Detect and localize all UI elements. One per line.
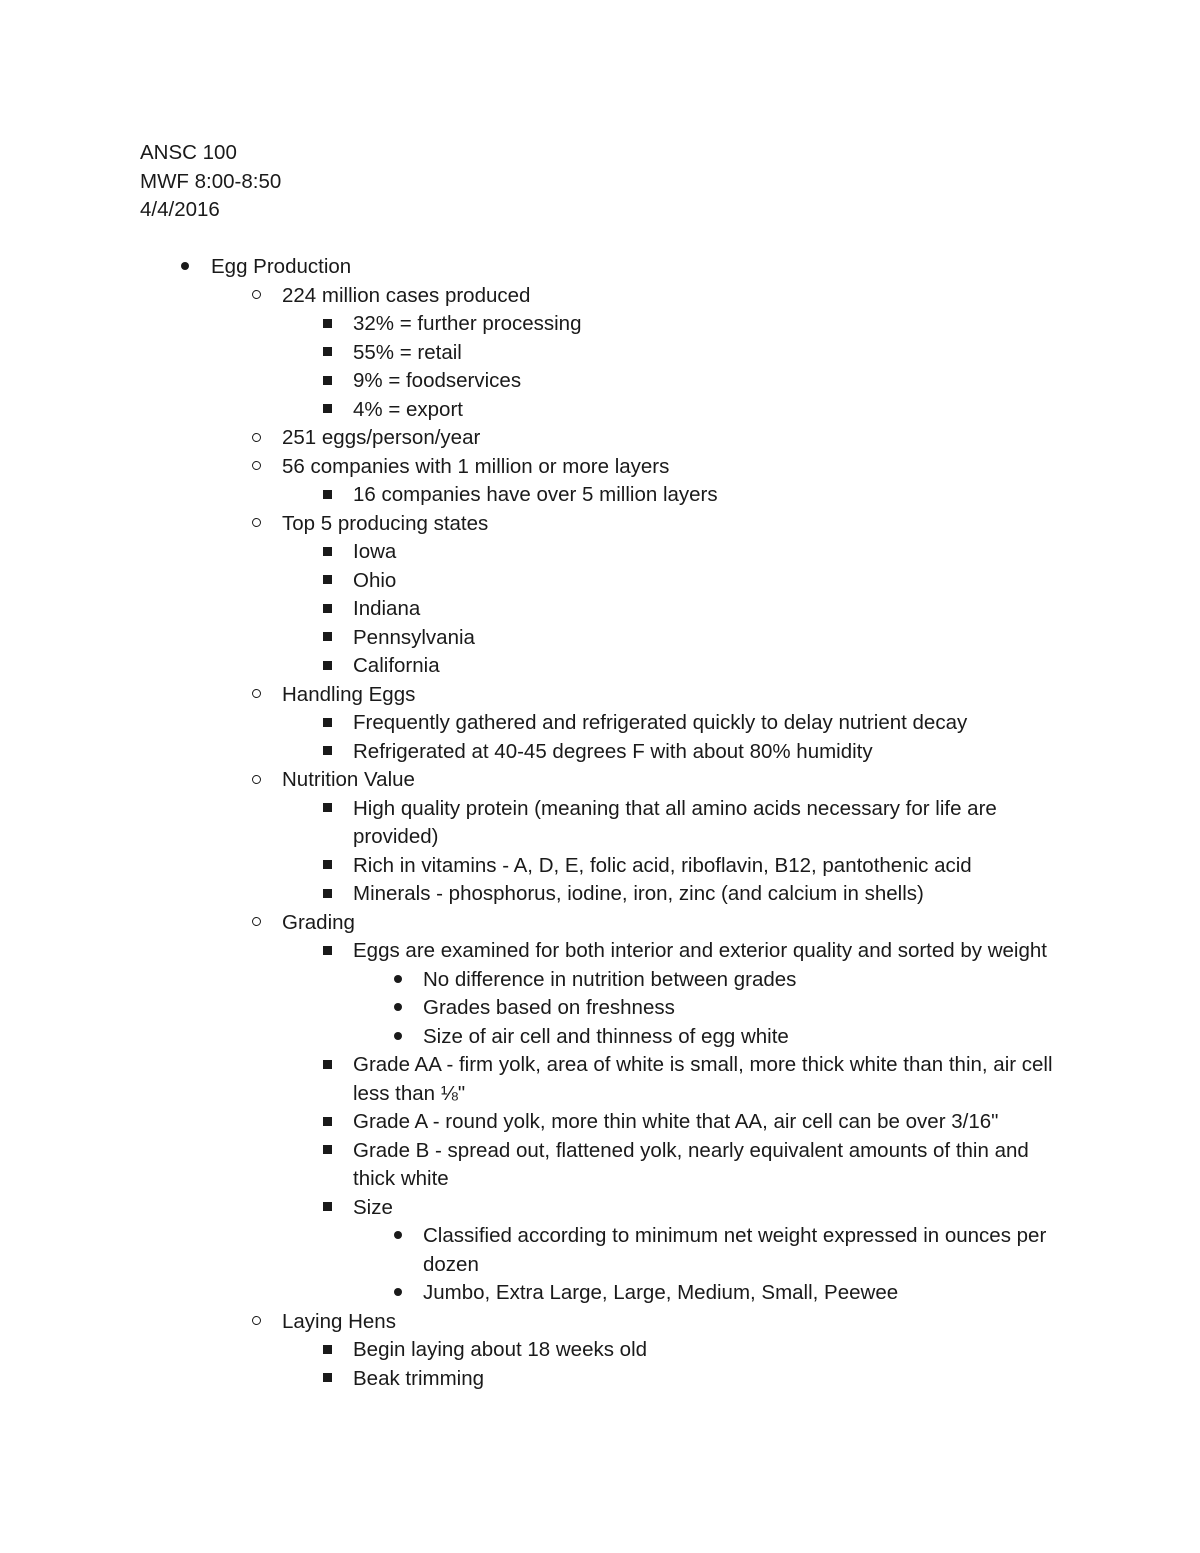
list-item-grading: Grading [140,909,1140,938]
list-item-grade-b: Grade B - spread out, flattened yolk, nearly equivalent amounts of thin and thick white [140,1137,1140,1194]
list-item: Frequently gathered and refrigerated quickly to delay nutrient decay [140,709,1140,738]
bullet-circle-icon [246,424,266,453]
list-item-handling: Handling Eggs [140,681,1140,710]
bullet-disc-icon [388,966,408,995]
bullet-circle-icon [246,766,266,795]
list-item: 9% = foodservices [140,367,1140,396]
list-item: 16 companies have over 5 million layers [140,481,1140,510]
list-item: Beak trimming [140,1365,1140,1394]
bullet-square-icon [317,738,337,767]
class-schedule: MWF 8:00-8:50 [140,169,282,193]
list-item: Rich in vitamins - A, D, E, folic acid, riboflavin, B12, pantothenic acid [140,852,1140,881]
list-item-laying-hens: Laying Hens [140,1308,1140,1337]
bullet-square-icon [317,709,337,738]
list-item-nutrition: Nutrition Value [140,766,1140,795]
list-item: Size of air cell and thinness of egg white [140,1023,1140,1052]
bullet-circle-icon [246,510,266,539]
bullet-square-icon [317,880,337,909]
list-item: 32% = further processing [140,310,1140,339]
list-item: 55% = retail [140,339,1140,368]
bullet-square-icon [317,1137,337,1166]
list-item-size: Size [140,1194,1140,1223]
bullet-square-icon [317,1336,337,1365]
list-item: No difference in nutrition between grades [140,966,1140,995]
list-item: California [140,652,1140,681]
lecture-date: 4/4/2016 [140,198,220,221]
bullet-disc-icon [388,1222,408,1251]
bullet-disc-icon [388,1023,408,1052]
bullet-square-icon [317,595,337,624]
bullet-circle-icon [246,681,266,710]
list-item-cases: 224 million cases produced [140,282,1140,311]
list-item: Jumbo, Extra Large, Large, Medium, Small, Peewee [140,1279,1140,1308]
list-item: Classified according to minimum net weight expressed in ounces per dozen [140,1222,1140,1279]
bullet-square-icon [317,937,337,966]
list-item: Pennsylvania [140,624,1140,653]
bullet-square-icon [317,310,337,339]
list-item-grade-aa: Grade AA - firm yolk, area of white is small, more thick white than thin, air cell less than ⅛" [140,1051,1140,1108]
course-title: ANSC 100 [140,141,237,164]
bullet-circle-icon [246,453,266,482]
list-item-companies: 56 companies with 1 million or more layers [140,453,1140,482]
list-item-egg-production: Egg Production [140,253,1140,282]
notes-page [140,139,1140,1393]
bullet-circle-icon [246,909,266,938]
bullet-disc-icon [388,1279,408,1308]
bullet-square-icon [317,624,337,653]
bullet-circle-icon [246,1308,266,1337]
list-item: Indiana [140,595,1140,624]
bullet-square-icon [317,1051,337,1080]
list-item: Iowa [140,538,1140,567]
list-item-per-person: 251 eggs/person/year [140,424,1140,453]
bullet-square-icon [317,481,337,510]
bullet-square-icon [317,795,337,824]
list-item: High quality protein (meaning that all amino acids necessary for life are provided) [140,795,1140,852]
bullet-square-icon [317,367,337,396]
bullet-square-icon [317,339,337,368]
bullet-square-icon [317,652,337,681]
blank-line [140,225,1140,254]
bullet-disc-icon [175,253,195,282]
bullet-square-icon [317,1365,337,1394]
list-item: 4% = export [140,396,1140,425]
list-item: Eggs are examined for both interior and exterior quality and sorted by weight [140,937,1140,966]
bullet-square-icon [317,538,337,567]
bullet-square-icon [317,567,337,596]
list-item-states: Top 5 producing states [140,510,1140,539]
bullet-square-icon [317,1108,337,1137]
bullet-square-icon [317,1194,337,1223]
bullet-circle-icon [246,282,266,311]
list-item: Minerals - phosphorus, iodine, iron, zinc (and calcium in shells) [140,880,1140,909]
list-item: Refrigerated at 40-45 degrees F with about 80% humidity [140,738,1140,767]
bullet-disc-icon [388,994,408,1023]
list-item-grade-a: Grade A - round yolk, more thin white that AA, air cell can be over 3/16" [140,1108,1140,1137]
list-item: Ohio [140,567,1140,596]
bullet-square-icon [317,396,337,425]
bullet-square-icon [317,852,337,881]
list-item: Begin laying about 18 weeks old [140,1336,1140,1365]
list-item: Grades based on freshness [140,994,1140,1023]
